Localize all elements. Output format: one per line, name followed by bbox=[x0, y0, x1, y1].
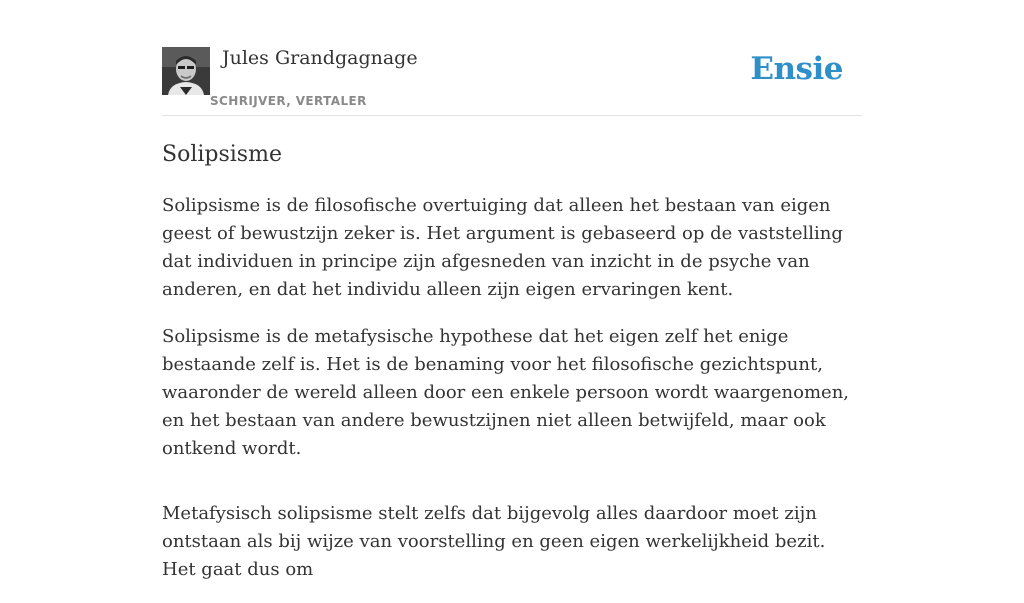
article-card bbox=[162, 0, 862, 580]
author-role: SCHRIJVER, VERTALER bbox=[210, 94, 367, 108]
author-name[interactable]: Jules Grandgagnage bbox=[222, 47, 418, 69]
article-paragraph: Solipsisme is de metafysische hypothese dat het eigen zelf het enige bestaande zelf is. Het is de benaming voor het filosofische gezichtspunt, waaronder de wereld alleen door een enkele persoon wordt waargenomen, en het bestaan van andere bewustzijnen niet alleen betwijfeld, maar ook ontkend wordt. bbox=[162, 326, 850, 459]
brand-logo[interactable]: Ensie bbox=[750, 51, 843, 87]
avatar[interactable] bbox=[162, 47, 210, 95]
article-paragraph: Metafysisch solipsisme stelt zelfs dat bijgevolg alles daardoor moet zijn ontstaan als bij wijze van voorstelling en geen eigen werkelijkheid bezit. Het gaat dus om bbox=[162, 503, 826, 580]
article-body bbox=[162, 192, 862, 603]
author-header bbox=[162, 0, 862, 116]
article-title: Solipsisme bbox=[162, 142, 282, 167]
article-paragraph: Solipsisme is de filosofische overtuiging dat alleen het bestaan van eigen geest of bewustzijn zeker is. Het argument is gebaseerd op de vaststelling dat individuen in principe zijn afgesneden van inzicht in de psyche van anderen, en dat het individu alleen zijn eigen ervaringen kent. bbox=[162, 195, 843, 300]
author-avatar-icon bbox=[162, 47, 210, 95]
